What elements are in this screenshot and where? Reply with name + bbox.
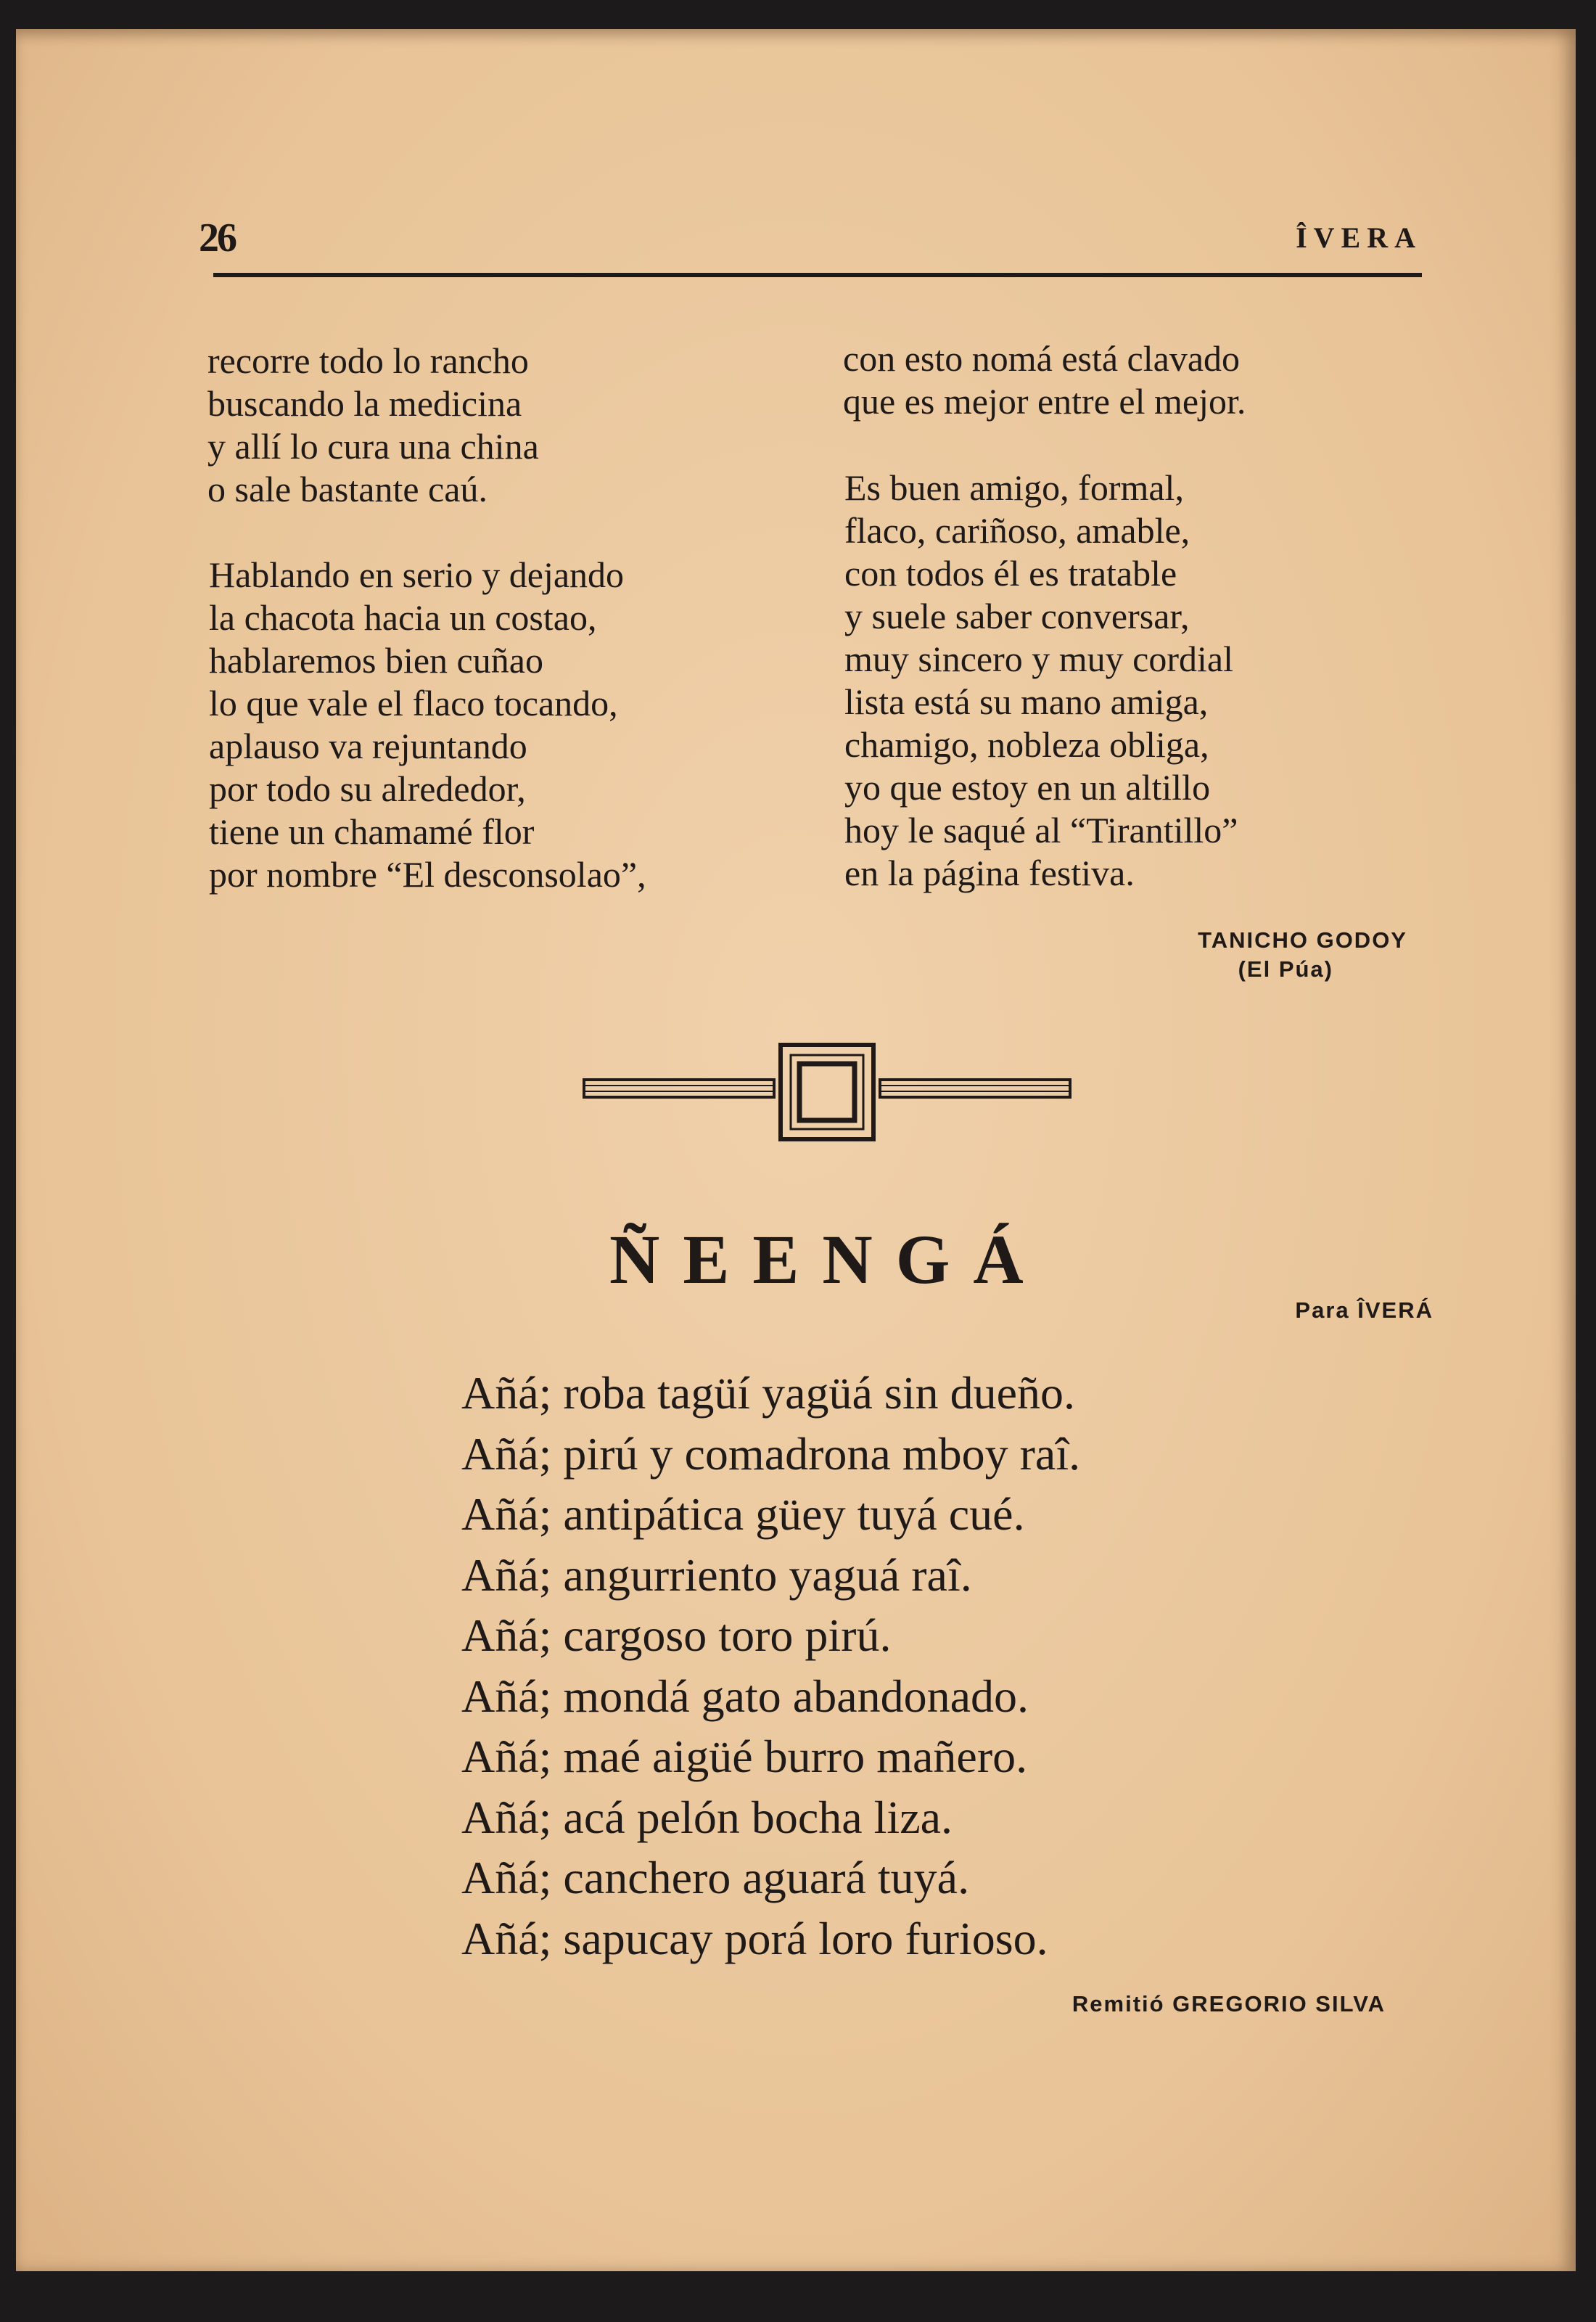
verse-line: Añá; roba tagüí yagüá sin dueño. bbox=[461, 1367, 1075, 1419]
verse-line: recorre todo lo rancho bbox=[207, 340, 529, 381]
verse-line: Es buen amigo, formal, bbox=[844, 467, 1184, 508]
verse-line: que es mejor entre el mejor. bbox=[843, 381, 1246, 422]
header-rule bbox=[213, 273, 1422, 277]
verse-line: en la página festiva. bbox=[844, 853, 1135, 893]
poem1-left-stanza-2 bbox=[209, 554, 646, 896]
poem1-left-stanza-1 bbox=[207, 340, 539, 511]
verse-line: Añá; maé aigüé burro mañero. bbox=[461, 1731, 1028, 1782]
verse-line: aplauso va rejuntando bbox=[209, 726, 527, 766]
verse-line: la chacota hacia un costao, bbox=[209, 597, 597, 638]
verse-line: muy sincero y muy cordial bbox=[844, 639, 1233, 679]
verse-line: Hablando en serio y dejando bbox=[209, 554, 625, 595]
verse-line: yo que estoy en un altillo bbox=[844, 767, 1211, 808]
poem2-title: ÑEENGÁ bbox=[609, 1221, 1047, 1298]
verse-line: chamigo, nobleza obliga, bbox=[844, 724, 1209, 765]
verse-line: Añá; antipática güey tuyá cué. bbox=[461, 1488, 1025, 1540]
verse-line: hoy le saqué al “Tirantillo” bbox=[844, 810, 1238, 850]
poem2-sender: Remitió GREGORIO SILVA bbox=[1071, 1991, 1386, 2017]
verse-line: y allí lo cura una china bbox=[207, 426, 539, 467]
verse-line: Añá; acá pelón bocha liza. bbox=[461, 1791, 953, 1843]
poem2-verses bbox=[461, 1363, 1080, 1969]
poem2-dedication: Para ÎVERÁ bbox=[1295, 1297, 1433, 1323]
verse-line: o sale bastante caú. bbox=[207, 469, 488, 509]
running-title: ÎVERA bbox=[1296, 221, 1422, 254]
verse-line: por nombre “El desconsolao”, bbox=[209, 854, 646, 895]
verse-line: tiene un chamamé flor bbox=[209, 811, 535, 852]
poem1-author: TANICHO GODOY bbox=[1198, 927, 1407, 953]
verse-line: Añá; pirú y comadrona mboy raî. bbox=[461, 1427, 1081, 1480]
poem1-right-stanza-2 bbox=[844, 467, 1238, 895]
verse-line: con todos él es tratable bbox=[844, 553, 1177, 594]
verse-line: Añá; sapucay porá loro furioso. bbox=[461, 1912, 1048, 1964]
verse-line: Añá; angurriento yaguá raî. bbox=[461, 1548, 972, 1601]
poem1-author-alias: (El Púa) bbox=[1238, 956, 1333, 982]
verse-line: por todo su alrededor, bbox=[209, 768, 526, 809]
verse-line: buscando la medicina bbox=[207, 383, 522, 424]
verse-line: con esto nomá está clavado bbox=[843, 338, 1241, 379]
decorative-ornament bbox=[580, 1042, 1074, 1144]
verse-line: Añá; canchero aguará tuyá. bbox=[461, 1852, 970, 1903]
verse-line: flaco, cariñoso, amable, bbox=[844, 510, 1190, 551]
verse-line: y suele saber conversar, bbox=[844, 596, 1190, 636]
verse-line: Añá; cargoso toro pirú. bbox=[461, 1609, 892, 1661]
verse-line: Añá; mondá gato abandonado. bbox=[461, 1670, 1029, 1722]
verse-line: lista está su mano amiga, bbox=[844, 681, 1209, 722]
verse-line: hablaremos bien cuñao bbox=[209, 640, 543, 681]
verse-line: lo que vale el flaco tocando, bbox=[209, 683, 618, 723]
poem1-right-stanza-1 bbox=[843, 337, 1246, 423]
page-number: 26 bbox=[199, 216, 235, 260]
